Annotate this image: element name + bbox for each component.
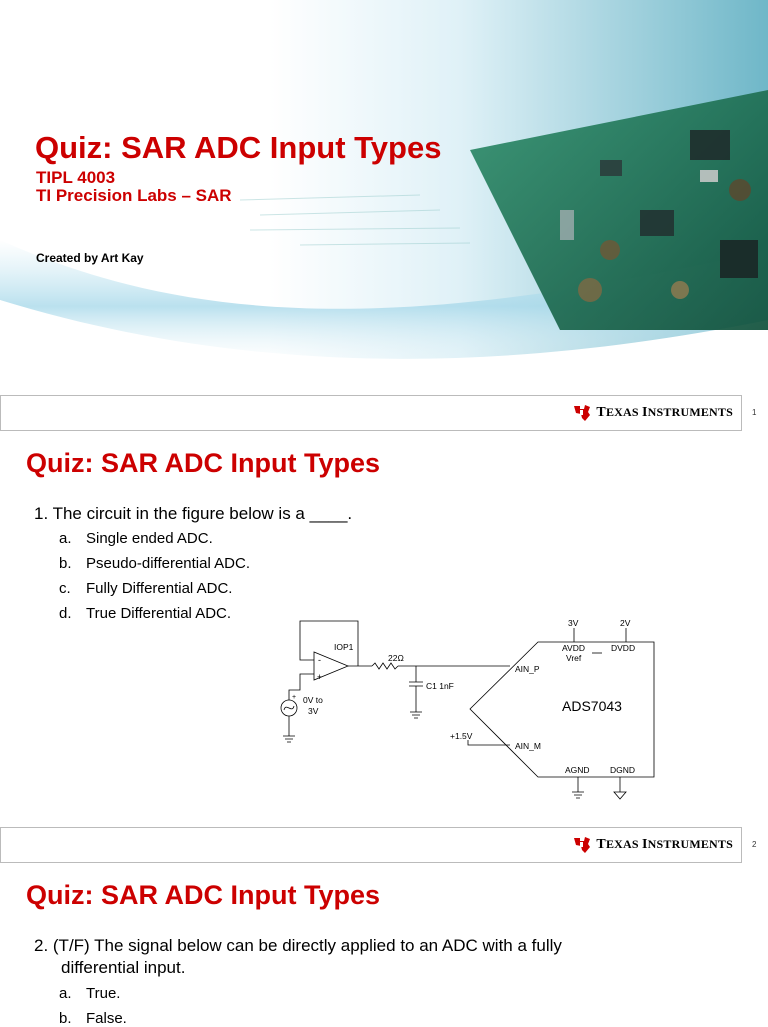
option-letter: a. bbox=[59, 985, 72, 1002]
logo-letter: T bbox=[596, 405, 606, 420]
option-letter: c. bbox=[59, 580, 71, 597]
option-text: Single ended ADC. bbox=[86, 530, 213, 547]
opamp-plus-sign: + bbox=[317, 672, 323, 682]
logo-word: NSTRUMENTS bbox=[647, 837, 733, 851]
option-text: True Differential ADC. bbox=[86, 605, 232, 622]
agnd-pin: AGND bbox=[565, 765, 590, 775]
slide-title: Quiz: SAR ADC Input Types bbox=[26, 880, 380, 910]
answer-option bbox=[59, 530, 213, 547]
question-text-line1: 2. (T/F) The signal below can be directly applied to an ADC with a fully bbox=[34, 936, 562, 955]
logo-letter: T bbox=[596, 837, 606, 852]
author-credit: Created by Art Kay bbox=[36, 251, 144, 265]
ground-symbol bbox=[283, 736, 295, 742]
option-text: True. bbox=[86, 985, 121, 1002]
ti-logo bbox=[572, 835, 733, 855]
answer-option bbox=[59, 605, 231, 622]
ground-symbol bbox=[572, 792, 584, 798]
option-text: Pseudo-differential ADC. bbox=[86, 555, 250, 572]
ground-symbol bbox=[410, 712, 422, 718]
course-name: TI Precision Labs – SAR bbox=[36, 186, 232, 205]
title-slide bbox=[0, 0, 768, 432]
answer-option bbox=[59, 555, 250, 572]
logo-word: EXAS bbox=[605, 405, 642, 419]
course-code: TIPL 4003 bbox=[36, 168, 116, 187]
title-slide-heading: Quiz: SAR ADC Input Types bbox=[35, 130, 442, 165]
vcm-label: +1.5V bbox=[450, 731, 473, 741]
option-letter: a. bbox=[59, 530, 72, 547]
opamp-label: IOP1 bbox=[334, 642, 354, 652]
question-text-line2: differential input. bbox=[61, 958, 186, 977]
capacitor-symbol bbox=[409, 682, 423, 686]
adc-circuit-schematic bbox=[278, 614, 658, 804]
resistor-symbol bbox=[372, 663, 398, 669]
ain-m-pin: AIN_M bbox=[515, 741, 541, 751]
option-text: Fully Differential ADC. bbox=[86, 580, 233, 597]
option-letter: b. bbox=[59, 555, 72, 572]
capacitor-label: C1 1nF bbox=[426, 681, 454, 691]
question-text: 1. The circuit in the figure below is a ____. bbox=[34, 504, 353, 523]
adc-part-number: ADS7043 bbox=[562, 698, 622, 714]
source-plus-sign: + bbox=[292, 694, 297, 701]
slide-footer bbox=[0, 395, 742, 431]
slide-title: Quiz: SAR ADC Input Types bbox=[26, 448, 380, 478]
dgnd-pin: DGND bbox=[610, 765, 636, 775]
answer-option bbox=[59, 1010, 127, 1027]
page-number: 1 bbox=[752, 408, 757, 417]
answer-option bbox=[59, 580, 232, 597]
source-range-line1: 0V to bbox=[303, 695, 323, 705]
ti-logo bbox=[572, 403, 733, 423]
avdd-supply-label: 3V bbox=[568, 618, 579, 628]
ti-state-icon bbox=[572, 403, 592, 423]
option-letter: b. bbox=[59, 1010, 72, 1027]
slide-footer bbox=[0, 827, 742, 863]
logo-word: NSTRUMENTS bbox=[647, 405, 733, 419]
dvdd-pin: DVDD bbox=[611, 643, 636, 653]
opamp-minus-sign: - bbox=[318, 655, 321, 665]
logo-letter: I bbox=[641, 405, 648, 420]
option-letter: d. bbox=[59, 605, 72, 622]
quiz-slide-2 bbox=[0, 864, 768, 1027]
avdd-pin: AVDD bbox=[562, 643, 585, 653]
source-range-line2: 3V bbox=[308, 706, 319, 716]
ain-p-pin: AIN_P bbox=[515, 664, 540, 674]
answer-option bbox=[59, 985, 120, 1002]
vref-pin: Vref bbox=[566, 653, 582, 663]
option-text: False. bbox=[86, 1010, 127, 1027]
resistor-label: 22Ω bbox=[388, 653, 404, 663]
digital-ground-symbol bbox=[614, 792, 626, 799]
dvdd-supply-label: 2V bbox=[620, 618, 631, 628]
logo-word: EXAS bbox=[605, 837, 642, 851]
page-number: 2 bbox=[752, 840, 757, 849]
logo-letter: I bbox=[641, 837, 648, 852]
ti-state-icon bbox=[572, 835, 592, 855]
